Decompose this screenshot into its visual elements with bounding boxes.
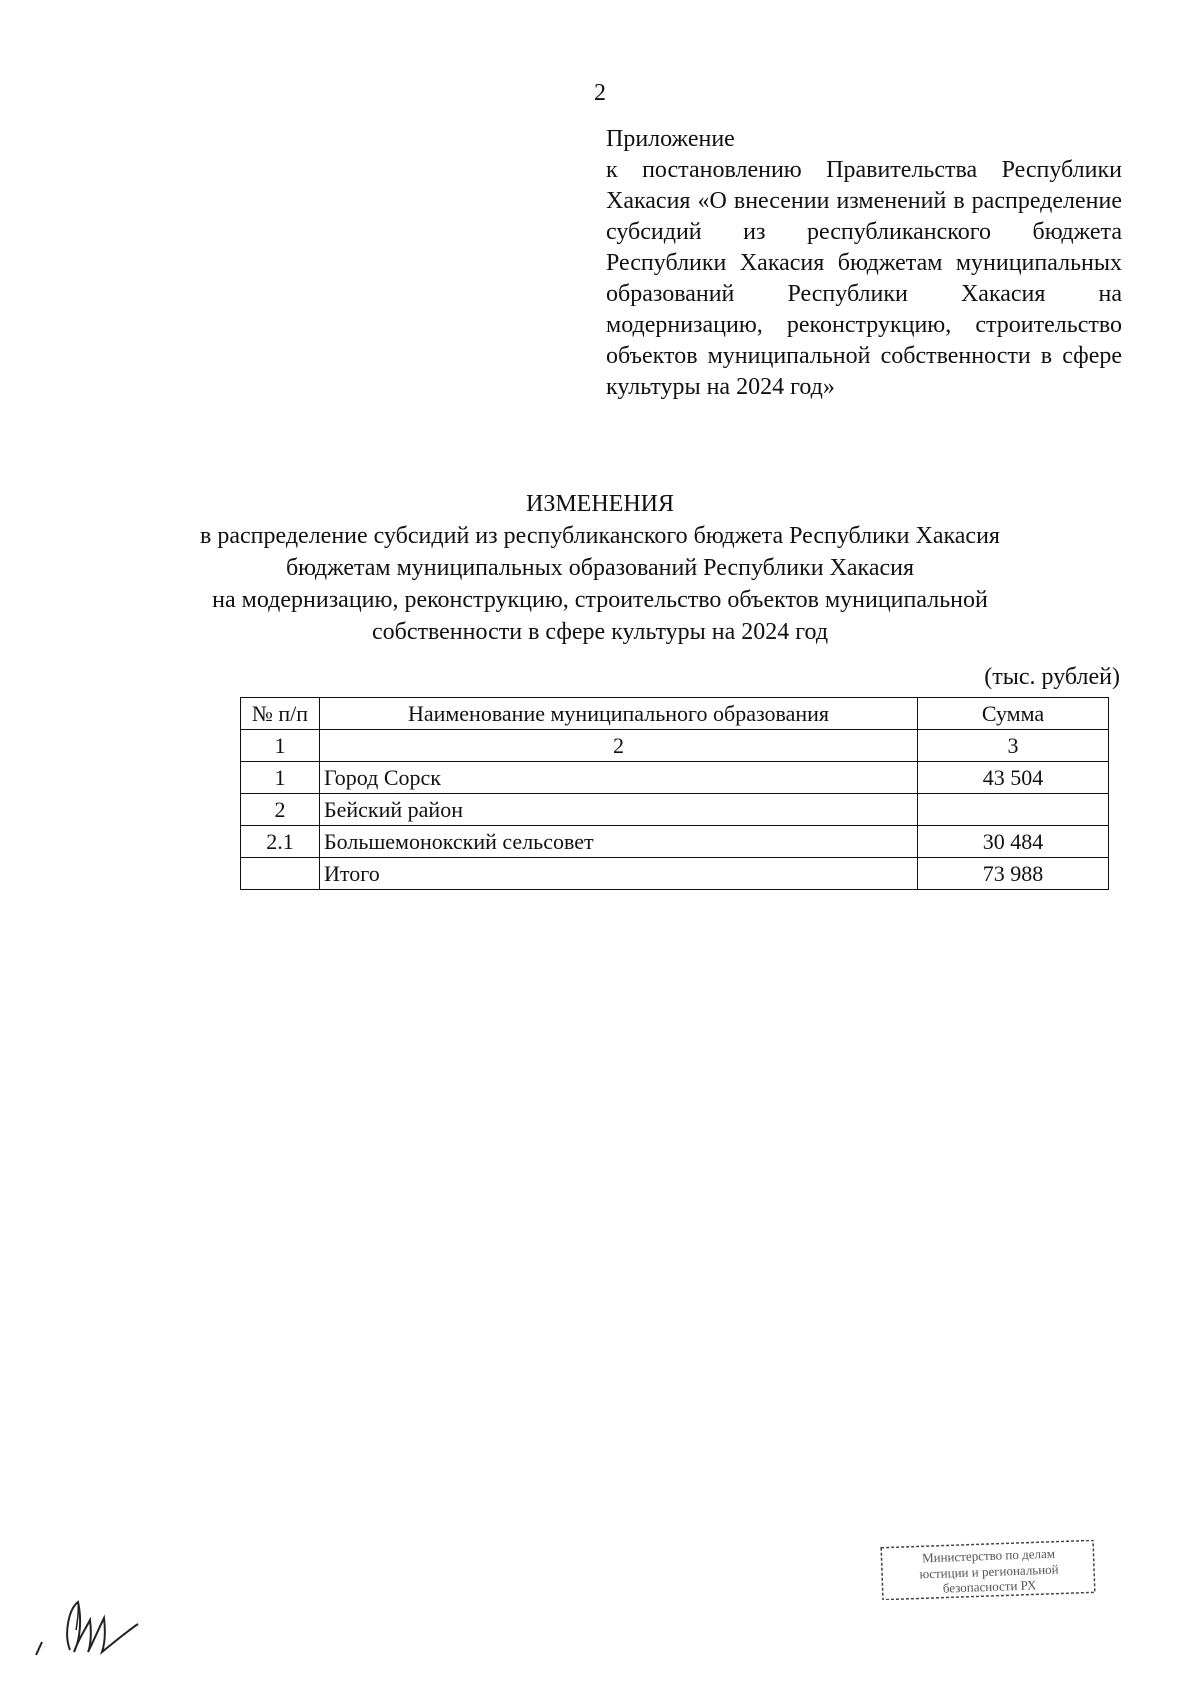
row-sum: 73 988: [918, 858, 1109, 890]
table-row: [241, 826, 1109, 858]
table-row: [241, 762, 1109, 794]
header-number: № п/п: [241, 698, 320, 730]
heading-line-3: на модернизацию, реконструкцию, строительство объектов муниципальной: [212, 587, 988, 613]
heading-line-2: бюджетам муниципальных образований Республики Хакасия: [285, 555, 915, 581]
document-heading: [100, 488, 1100, 648]
row-sum: 43 504: [918, 762, 1109, 794]
row-number: 2: [241, 794, 320, 826]
row-number: 1: [241, 762, 320, 794]
row-sum: 30 484: [918, 826, 1109, 858]
appendix-title: Приложение: [606, 126, 735, 152]
table-header-row: [241, 698, 1109, 730]
table-column-number-row: [241, 730, 1109, 762]
column-number-3: 3: [918, 730, 1109, 762]
row-number: [241, 858, 320, 890]
page-number: 2: [594, 80, 606, 106]
row-sum: [918, 794, 1109, 826]
row-number: 2.1: [241, 826, 320, 858]
row-name: Большемонокский сельсовет: [320, 826, 918, 858]
table-row: [241, 794, 1109, 826]
units-label: (тыс. рублей): [984, 664, 1120, 690]
stamp-line-3: безопасности РХ: [942, 1577, 1037, 1596]
heading-line-1: в распределение субсидий из республиканского бюджета Республики Хакасия: [200, 523, 1000, 549]
registration-stamp: [880, 1540, 1098, 1600]
column-number-2: 2: [320, 730, 918, 762]
row-name: Город Сорск: [320, 762, 918, 794]
handwritten-signature: [30, 1580, 160, 1660]
stamp-line-1: Министерство по делам: [921, 1545, 1056, 1566]
appendix-block: [606, 124, 1122, 403]
subsidy-table: [240, 697, 1109, 890]
heading-title: ИЗМЕНЕНИЯ: [525, 491, 675, 517]
column-number-1: 1: [241, 730, 320, 762]
heading-line-4: собственности в сфере культуры на 2024 год: [371, 619, 829, 645]
header-sum: Сумма: [918, 698, 1109, 730]
row-name: Итого: [320, 858, 918, 890]
stamp-line-2: юстиции и региональной: [919, 1561, 1059, 1582]
header-name: Наименование муниципального образования: [320, 698, 918, 730]
appendix-body: к постановлению Правительства Республики Хакасия «О внесении изменений в распределение субсидий из республиканского бюджета Республики Хакасия бюджетам муниципальных образований Республики Хакасия на модернизацию, реконструкцию, строительство объектов муниципальной собственности в сфере культуры на 2024 год»: [606, 157, 1122, 400]
table-total-row: [241, 858, 1109, 890]
row-name: Бейский район: [320, 794, 918, 826]
